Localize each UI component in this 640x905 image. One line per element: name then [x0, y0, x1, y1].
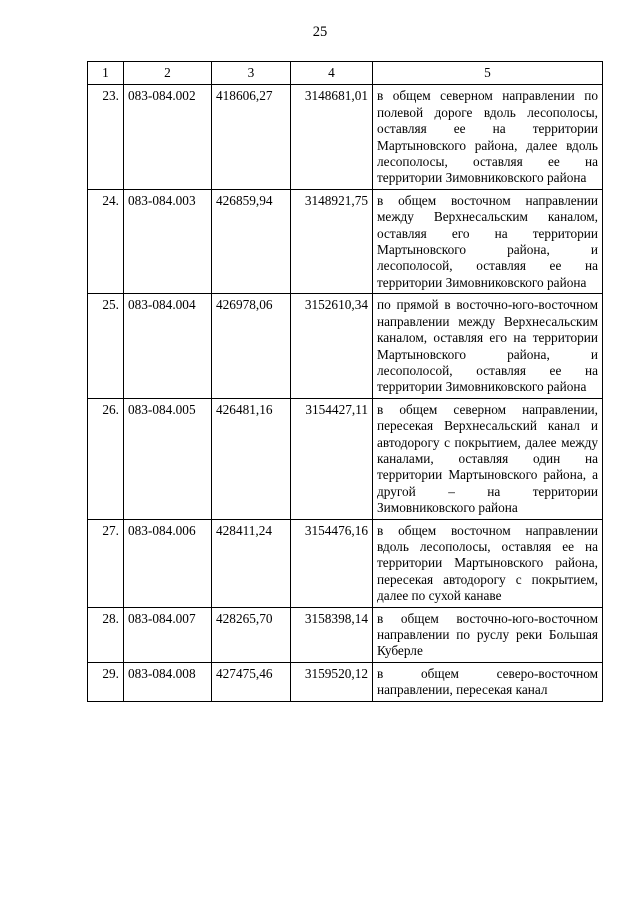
- coordinate-x: 426978,06: [212, 294, 291, 398]
- boundary-description: в общем восточном направлении между Верхнесальским каналом, оставляя его на территории Мартыновского района, и лесополосой, оставляя ее на территории Зимовниковского района: [373, 189, 603, 293]
- segment-code: 083-084.002: [124, 85, 212, 189]
- row-number: 28.: [88, 607, 124, 662]
- boundary-description: в общем северо-восточном направлении, пересекая канал: [373, 662, 603, 701]
- table-header-row: [88, 62, 603, 85]
- coordinate-x: 427475,46: [212, 662, 291, 701]
- segment-code: 083-084.008: [124, 662, 212, 701]
- row-number: 24.: [88, 189, 124, 293]
- coordinate-x: 426481,16: [212, 398, 291, 519]
- column-header: 4: [291, 62, 373, 85]
- table-row: [88, 519, 603, 607]
- row-number: 23.: [88, 85, 124, 189]
- table-row: [88, 85, 603, 189]
- coordinate-y: 3154476,16: [291, 519, 373, 607]
- segment-code: 083-084.003: [124, 189, 212, 293]
- table-row: [88, 189, 603, 293]
- table-row: [88, 662, 603, 701]
- coordinate-y: 3152610,34: [291, 294, 373, 398]
- segment-code: 083-084.006: [124, 519, 212, 607]
- segment-code: 083-084.004: [124, 294, 212, 398]
- coordinate-x: 428265,70: [212, 607, 291, 662]
- boundary-description: в общем восточном направлении вдоль лесополосы, оставляя ее на территории Мартыновского района, пересекая автодорогу с покрытием, далее по сухой канаве: [373, 519, 603, 607]
- table-row: [88, 294, 603, 398]
- boundary-description: в общем восточно-юго-восточном направлении по руслу реки Большая Куберле: [373, 607, 603, 662]
- row-number: 25.: [88, 294, 124, 398]
- boundary-table: [87, 61, 603, 702]
- page-number: 25: [312, 24, 328, 40]
- column-header: 2: [124, 62, 212, 85]
- coordinate-y: 3154427,11: [291, 398, 373, 519]
- row-number: 27.: [88, 519, 124, 607]
- coordinate-y: 3159520,12: [291, 662, 373, 701]
- coordinate-x: 426859,94: [212, 189, 291, 293]
- segment-code: 083-084.005: [124, 398, 212, 519]
- coordinate-x: 428411,24: [212, 519, 291, 607]
- row-number: 26.: [88, 398, 124, 519]
- table-row: [88, 398, 603, 519]
- coordinate-y: 3158398,14: [291, 607, 373, 662]
- segment-code: 083-084.007: [124, 607, 212, 662]
- column-header: 3: [212, 62, 291, 85]
- column-header: 1: [88, 62, 124, 85]
- row-number: 29.: [88, 662, 124, 701]
- coordinate-y: 3148681,01: [291, 85, 373, 189]
- boundary-description: в общем северном направлении, пересекая Верхнесальский канал и автодорогу с покрытием, далее между каналами, оставляя один на территории Мартыновского района, а другой – на территории Зимовниковского района: [373, 398, 603, 519]
- boundary-description: по прямой в восточно-юго-восточном направлении между Верхнесальским каналом, оставляя его на территории Мартыновского района, и лесополосой, оставляя ее на территории Зимовниковского района: [373, 294, 603, 398]
- table-row: [88, 607, 603, 662]
- boundary-description: в общем северном направлении по полевой дороге вдоль лесополосы, оставляя ее на территории Мартыновского района, далее вдоль лесополосы, оставляя ее на территории Зимовниковского района: [373, 85, 603, 189]
- coordinate-x: 418606,27: [212, 85, 291, 189]
- column-header: 5: [373, 62, 603, 85]
- coordinate-y: 3148921,75: [291, 189, 373, 293]
